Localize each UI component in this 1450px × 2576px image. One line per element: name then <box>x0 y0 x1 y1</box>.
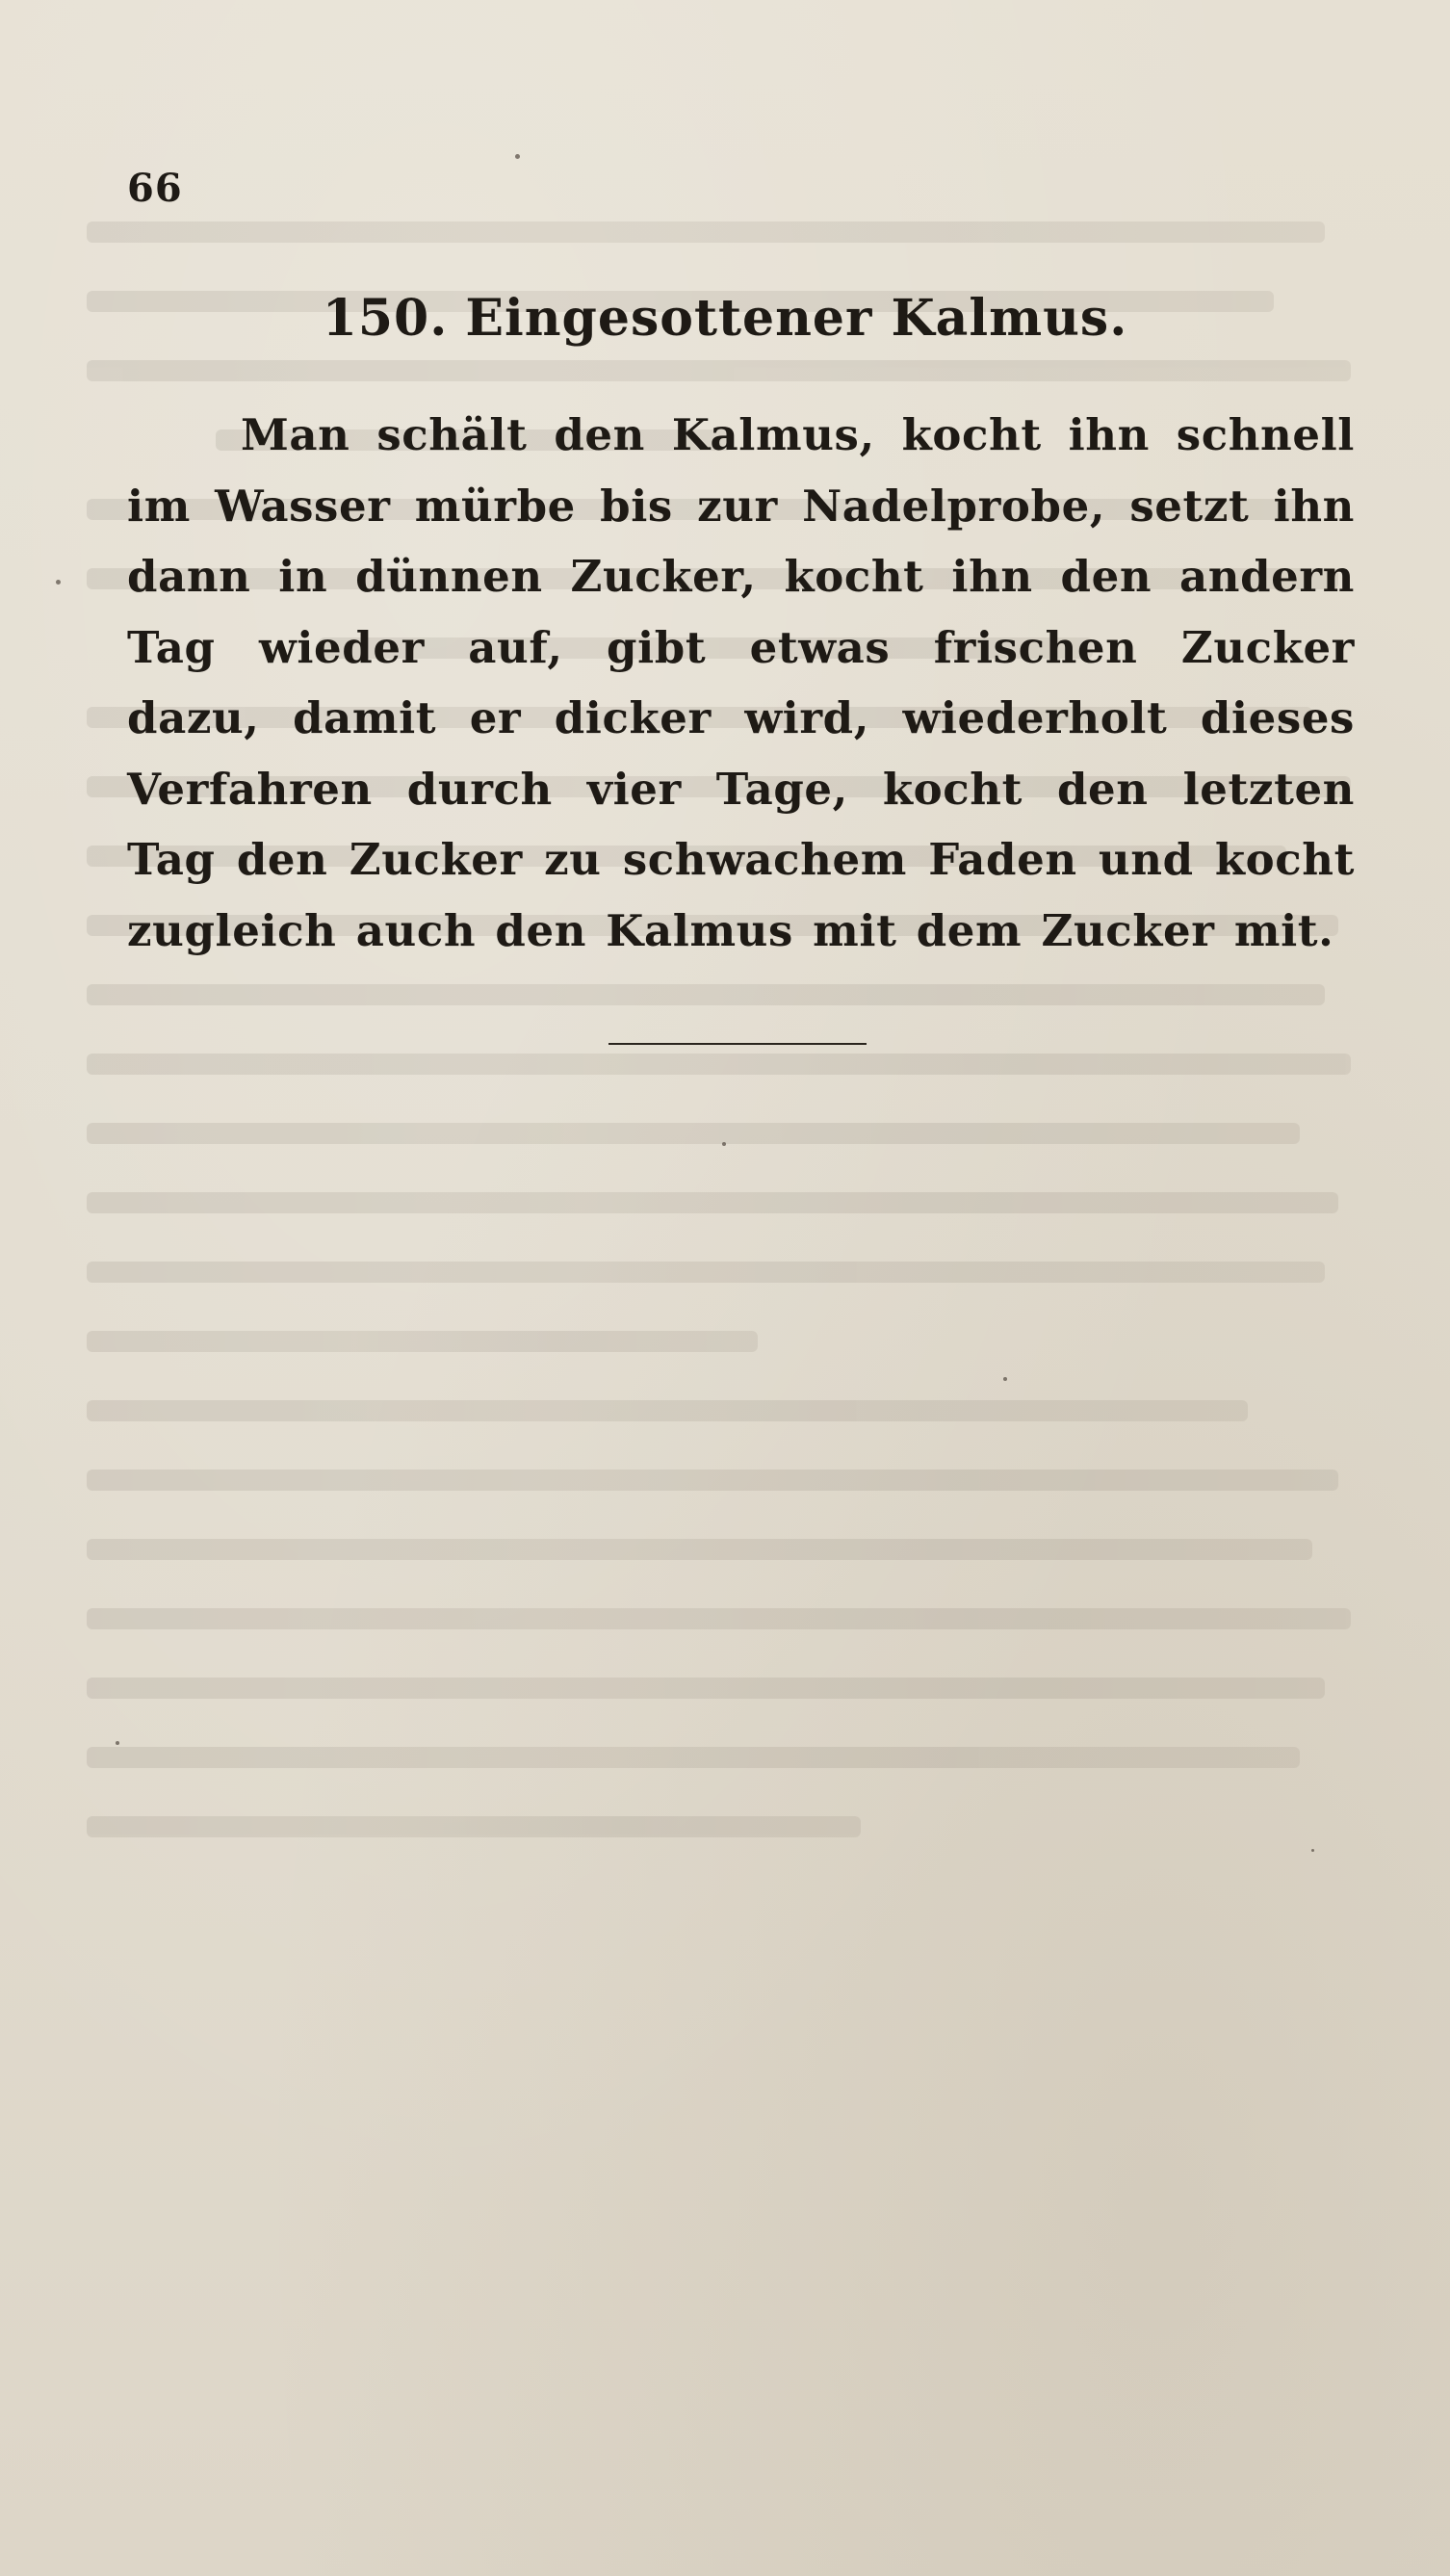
recipe-heading <box>0 289 1450 348</box>
paper-speck <box>722 1142 726 1146</box>
paper-speck <box>116 1741 119 1745</box>
page-number: 66 <box>127 166 183 211</box>
recipe-number: 150. <box>322 289 449 348</box>
paper-speck <box>1311 1849 1314 1852</box>
paper-speck <box>1003 1377 1007 1381</box>
recipe-text: Man schält den Kalmus, kocht ihn schnell im Wasser mürbe bis zur Nadelprobe, setzt ihn dann in dünnen Zucker, kocht ihn den andern Tag wieder auf, gibt etwas frischen Zucker dazu, damit er dicker wird, wiederholt dieses Verfahren durch vier Tage, kocht den letzten Tag den Zucker zu schwachem Faden und kocht zugleich auch den Kalmus mit dem Zucker mit. <box>127 409 1355 956</box>
paper-speck <box>56 580 61 585</box>
paper-speck <box>515 154 520 159</box>
recipe-title: Eingesottener Kalmus. <box>465 289 1128 348</box>
section-divider <box>608 1043 867 1045</box>
